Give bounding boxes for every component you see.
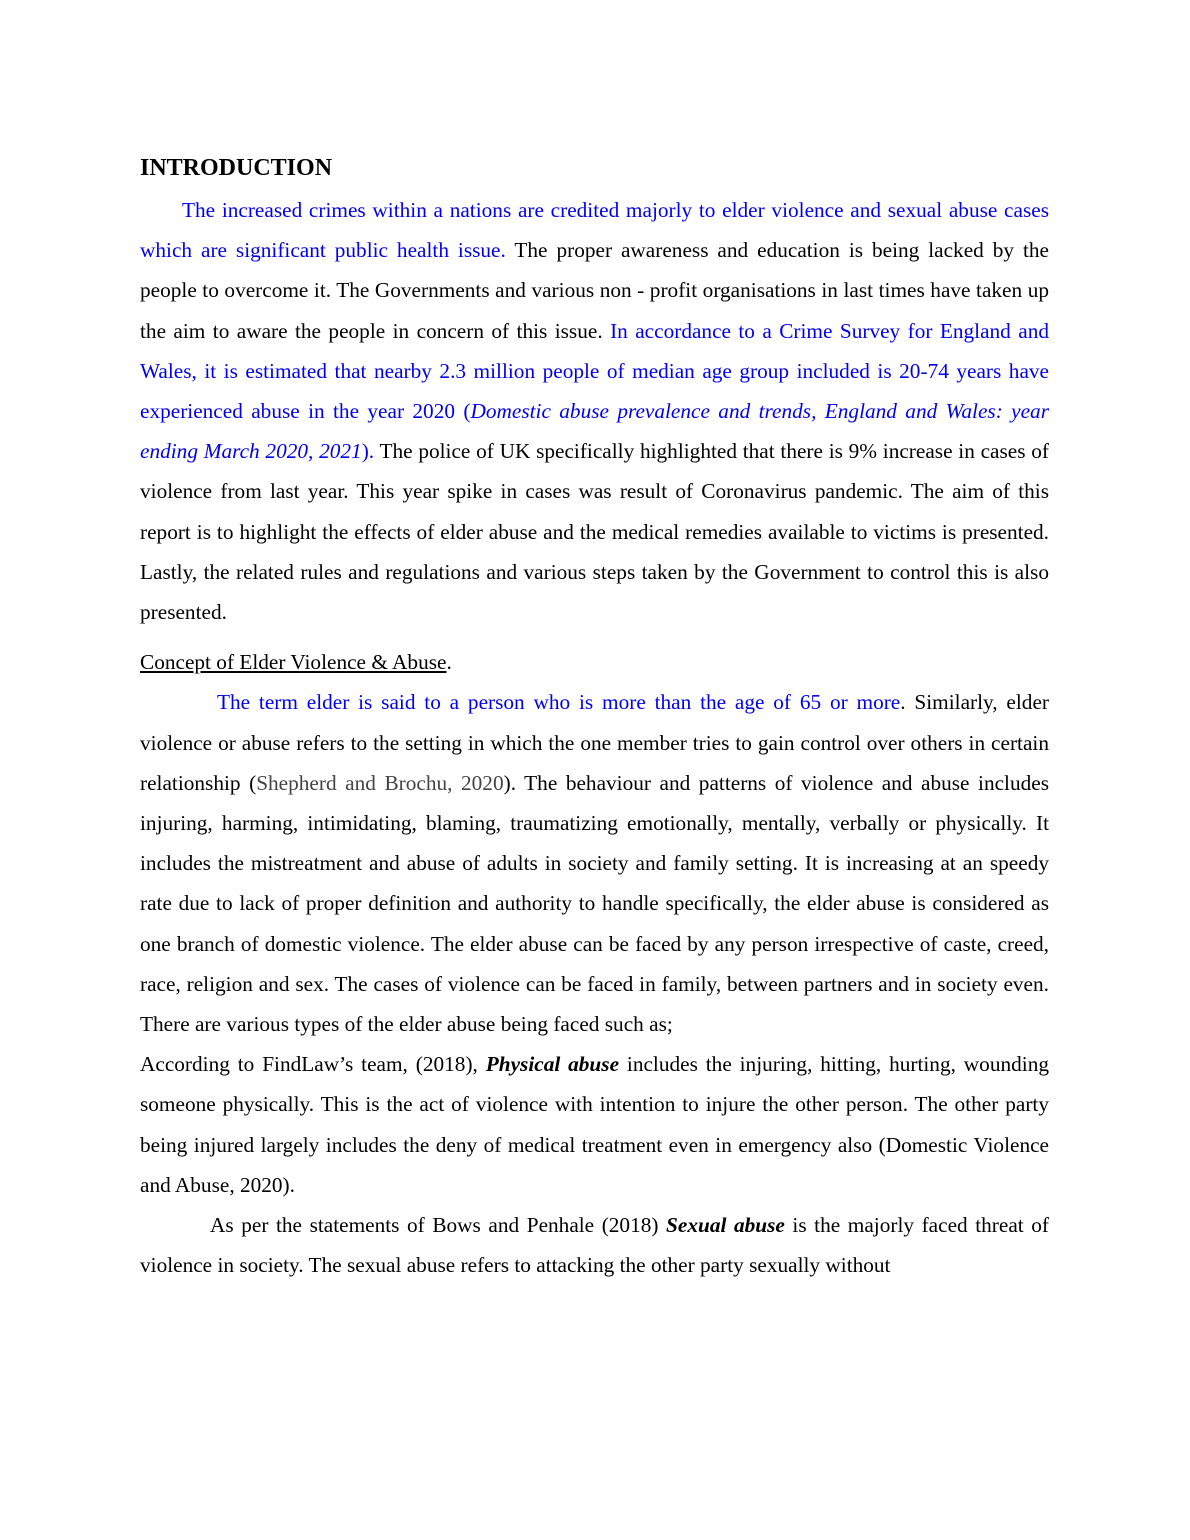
intro-sentence-highlight: The increased crimes within a nations are credited majorly to elder violence and sexual abuse cases which are significant public health issue. — [140, 198, 1049, 263]
intro-survey-sentence: In accordance to a Crime Survey for England and Wales, it is estimated that nearby 2.3 million people of median age group included is 20-74 years have experienced abuse in the year 2020 ( — [140, 318, 1049, 424]
physical-abuse-term: Physical abuse — [485, 1052, 620, 1077]
intro-citation: Domestic abuse prevalence and trends, England and Wales: year ending March 2020, 2021 — [140, 399, 1049, 464]
sexual-abuse-paragraph — [140, 1205, 1049, 1285]
section-heading-concept — [140, 642, 1049, 682]
sexual-body: is the majorly faced threat of violence in society. The sexual abuse refers to attacking the other party sexually without — [140, 1213, 1050, 1278]
sexual-abuse-term: Sexual abuse — [666, 1213, 785, 1238]
concept-body-1: . Similarly, elder violence or abuse refers to the setting in which the one member tries to gain control over others in certain relationship ( — [140, 690, 1049, 795]
document-page — [140, 150, 1049, 1285]
physical-prefix: According to FindLaw’s team, (2018), — [140, 1052, 486, 1077]
intro-sentence-body: The proper awareness and education is being lacked by the people to overcome it. The Governments and various non - profit organisations in last times have taken up the aim to aware the people in concern of this issue. — [140, 238, 1050, 343]
intro-closing-sentences: The police of UK specifically highlighted that there is 9% increase in cases of violence from last year. This year spike in cases was result of Coronavirus pandemic. The aim of this report is to highlight the effects of elder abuse and the medical remedies available to victims is presented. Lastly, the related rules and regulations and various steps taken by the Government to control this is also presented. — [140, 439, 1049, 625]
page-title: INTRODUCTION — [140, 155, 333, 181]
intro-citation-close: ). — [361, 439, 375, 464]
physical-body: includes the injuring, hitting, hurting, wounding someone physically. This is the act of violence with intention to injure the other person. The other party being injured largely includes the deny of medical treatment even in emergency also (Domestic Violence and Abuse, 2020). — [140, 1052, 1049, 1197]
section-heading-text: Concept of Elder Violence & Abuse — [140, 650, 447, 675]
intro-paragraph — [140, 190, 1049, 632]
concept-body-2: ). The behaviour and patterns of violence and abuse includes injuring, harming, intimidating, blaming, traumatizing emotionally, mentally, verbally or physically. It includes the mistreatment and abuse of adults in society and family setting. It is increasing at an speedy rate due to lack of proper definition and authority to handle specifically, the elder abuse is considered as one branch of domestic violence. The elder abuse can be faced by any person irrespective of caste, creed, race, religion and sex. The cases of violence can be faced in family, between partners and in society even. There are various types of the elder abuse being faced such as; — [140, 770, 1049, 1037]
section-heading-suffix: . — [446, 650, 452, 675]
physical-abuse-paragraph — [140, 1044, 1049, 1205]
concept-citation: Shepherd and Brochu, 2020 — [256, 770, 504, 795]
sexual-prefix: As per the statements of Bows and Penhale (2018) — [210, 1213, 667, 1238]
concept-definition-highlight: The term elder is said to a person who is more than the age of 65 or more — [217, 690, 901, 715]
concept-paragraph — [140, 682, 1049, 1044]
